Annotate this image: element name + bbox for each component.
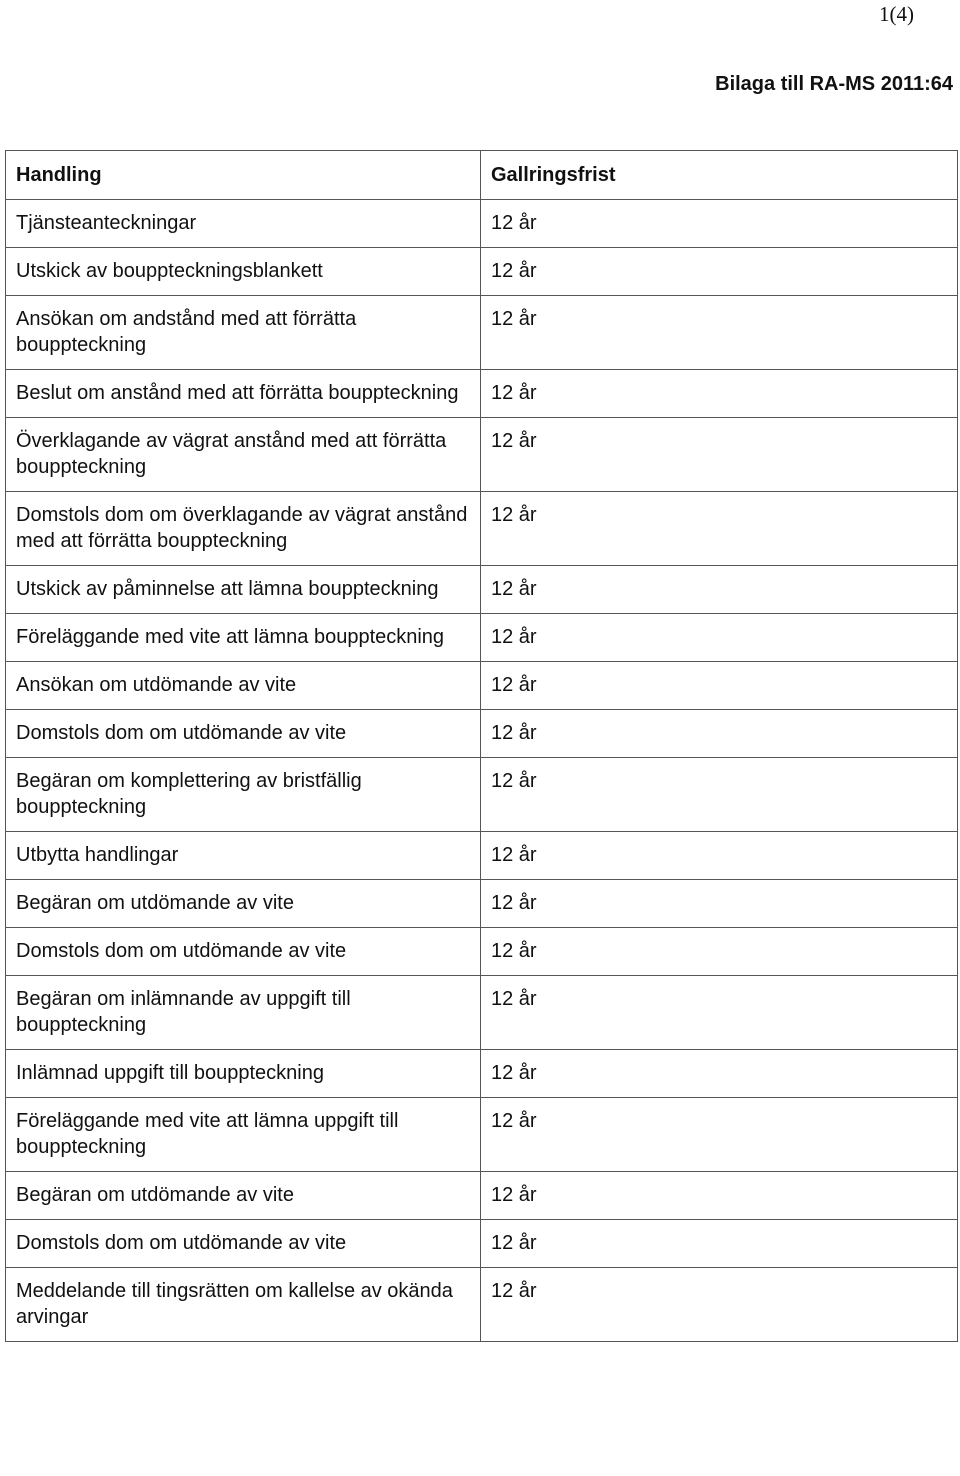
table-header-row	[6, 151, 958, 200]
retention-cell: 12 år	[481, 928, 958, 976]
document-cell: Inlämnad uppgift till bouppteckning	[6, 1050, 481, 1098]
retention-cell: 12 år	[481, 1172, 958, 1220]
retention-cell: 12 år	[481, 1050, 958, 1098]
document-cell: Meddelande till tingsrätten om kallelse av okända arvingar	[6, 1268, 481, 1342]
table-row	[6, 662, 958, 710]
document-cell: Begäran om komplettering av bristfällig bouppteckning	[6, 758, 481, 832]
document-cell: Domstols dom om utdömande av vite	[6, 928, 481, 976]
table-row	[6, 928, 958, 976]
table-row	[6, 1172, 958, 1220]
document-cell: Domstols dom om utdömande av vite	[6, 710, 481, 758]
retention-cell: 12 år	[481, 662, 958, 710]
table-row	[6, 248, 958, 296]
document-cell: Utskick av påminnelse att lämna bouppteckning	[6, 566, 481, 614]
table-row	[6, 710, 958, 758]
retention-cell: 12 år	[481, 248, 958, 296]
page-number: 1(4)	[879, 2, 914, 26]
table-row	[6, 1050, 958, 1098]
retention-cell: 12 år	[481, 370, 958, 418]
retention-cell: 12 år	[481, 614, 958, 662]
table-row	[6, 296, 958, 370]
retention-cell: 12 år	[481, 1098, 958, 1172]
table-row	[6, 614, 958, 662]
table-row	[6, 566, 958, 614]
retention-cell: 12 år	[481, 296, 958, 370]
appendix-label: Bilaga till RA-MS 2011:64	[715, 73, 953, 95]
table-row	[6, 1268, 958, 1342]
document-cell: Domstols dom om överklagande av vägrat anstånd med att förrätta bouppteckning	[6, 492, 481, 566]
table-row	[6, 418, 958, 492]
document-cell: Ansökan om utdömande av vite	[6, 662, 481, 710]
document-cell: Utbytta handlingar	[6, 832, 481, 880]
retention-cell: 12 år	[481, 492, 958, 566]
table-row	[6, 880, 958, 928]
retention-cell: 12 år	[481, 1220, 958, 1268]
retention-cell: 12 år	[481, 710, 958, 758]
document-cell: Beslut om anstånd med att förrätta bouppteckning	[6, 370, 481, 418]
retention-cell: 12 år	[481, 758, 958, 832]
table-row	[6, 370, 958, 418]
retention-cell: 12 år	[481, 1268, 958, 1342]
table-row	[6, 1098, 958, 1172]
table-row	[6, 976, 958, 1050]
header-retention-period: Gallringsfrist	[481, 151, 958, 200]
document-cell: Utskick av bouppteckningsblankett	[6, 248, 481, 296]
header-document: Handling	[6, 151, 481, 200]
table-row	[6, 200, 958, 248]
document-cell: Överklagande av vägrat anstånd med att förrätta bouppteckning	[6, 418, 481, 492]
table-row	[6, 1220, 958, 1268]
document-cell: Begäran om inlämnande av uppgift till bouppteckning	[6, 976, 481, 1050]
retention-cell: 12 år	[481, 566, 958, 614]
table-row	[6, 832, 958, 880]
document-cell: Tjänsteanteckningar	[6, 200, 481, 248]
document-cell: Begäran om utdömande av vite	[6, 1172, 481, 1220]
retention-cell: 12 år	[481, 976, 958, 1050]
retention-cell: 12 år	[481, 832, 958, 880]
retention-table	[5, 150, 958, 1342]
retention-cell: 12 år	[481, 880, 958, 928]
table-row	[6, 758, 958, 832]
document-cell: Ansökan om andstånd med att förrätta bouppteckning	[6, 296, 481, 370]
document-cell: Begäran om utdömande av vite	[6, 880, 481, 928]
document-cell: Domstols dom om utdömande av vite	[6, 1220, 481, 1268]
document-cell: Föreläggande med vite att lämna uppgift till bouppteckning	[6, 1098, 481, 1172]
retention-cell: 12 år	[481, 418, 958, 492]
document-cell: Föreläggande med vite att lämna bouppteckning	[6, 614, 481, 662]
retention-cell: 12 år	[481, 200, 958, 248]
table-row	[6, 492, 958, 566]
